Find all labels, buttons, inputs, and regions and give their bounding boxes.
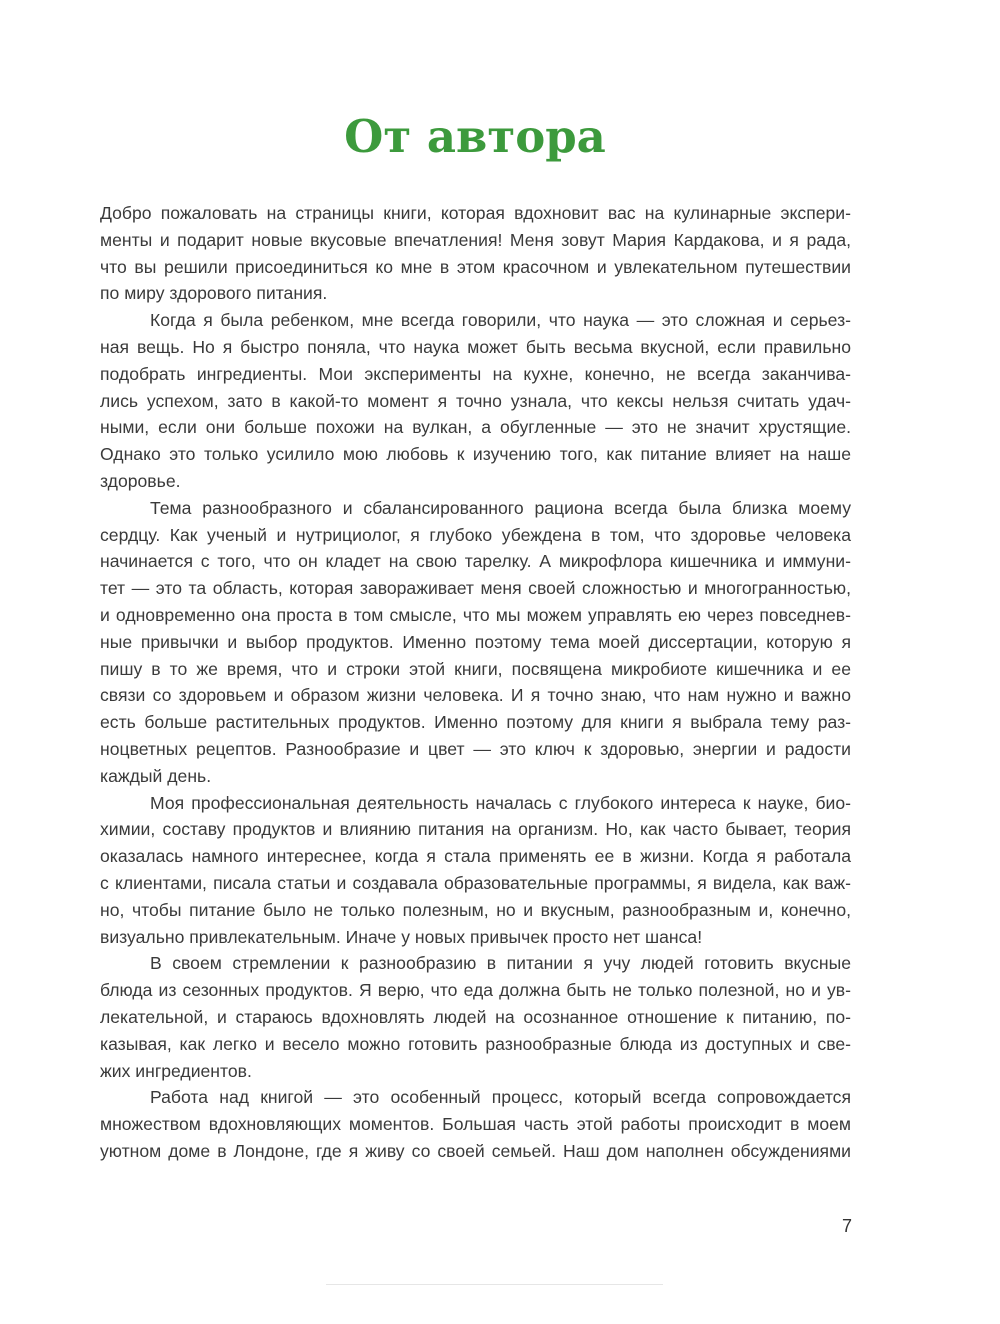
paragraph-3: [100, 495, 851, 790]
text-line: В своем стремлении к разнообразию в питании я учу людей готовить вкусные: [150, 953, 851, 974]
text-line: начинается с того, что он кладет на свою тарелку. А микрофлора кишечника и иммуни-: [100, 551, 851, 572]
text-line: Когда я была ребенком, мне всегда говорили, что наука — это сложная и серьез-: [150, 310, 851, 331]
text-line: менты и подарит новые вкусовые впечатления! Меня зовут Мария Кардакова, и я рада,: [100, 229, 851, 250]
text-line: лекательной, и стараюсь вдохновлять людей на осознанное отношение к питанию, по-: [100, 1006, 851, 1027]
text-line: блюда из сезонных продуктов. Я верю, что еда должна быть не только полезной, но и ув-: [100, 980, 851, 1001]
paragraph-5: [100, 950, 851, 1084]
text-line: множеством вдохновляющих моментов. Большая часть этой работы происходит в моем: [100, 1114, 851, 1135]
text-line: жих ингредиентов.: [100, 1060, 252, 1081]
text-line: связи со здоровьем и образом жизни человека. И я точно знаю, что нам нужно и важно: [100, 685, 851, 706]
text-line: ная вещь. Но я быстро поняла, что наука может быть весьма вкусной, если правильно: [100, 336, 851, 357]
text-line: с клиентами, писала статьи и создавала образовательные программы, я видела, как важ-: [100, 872, 851, 893]
text-line: ными, если они больше похожи на вулкан, а обугленные — это не значит хрустящие.: [100, 417, 851, 438]
page-title: От автора: [344, 110, 606, 163]
text-line: здоровье.: [100, 470, 181, 491]
body-text: [100, 200, 851, 1165]
text-line: тет — это та область, которая завораживает меня своей сложностью и многогранностью,: [100, 578, 851, 599]
paragraph-1: [100, 200, 851, 307]
text-line: по миру здорового питания.: [100, 283, 328, 304]
text-line: Однако это только усилило мою любовь к изучению того, как питание влияет на наше: [100, 444, 851, 465]
text-line: есть больше растительных продуктов. Именно поэтому для книги я выбрала тему раз-: [100, 712, 851, 733]
paragraph-6: [100, 1084, 851, 1164]
page-divider: [326, 1284, 663, 1285]
text-line: сердцу. Как ученый и нутрициолог, я глубоко убеждена в том, что здоровье человека: [100, 524, 851, 545]
text-line: пишу в то же время, что и строки этой книги, посвящена микробиоте кишечника и ее: [100, 658, 851, 679]
text-line: уютном доме в Лондоне, где я живу со своей семьей. Наш дом наполнен обсуждениями: [100, 1140, 851, 1161]
page-number: 7: [841, 1216, 852, 1236]
text-line: Тема разнообразного и сбалансированного рациона всегда была близка моему: [150, 497, 851, 518]
text-line: каждый день.: [100, 765, 212, 786]
text-line: Работа над книгой — это особенный процесс, который всегда сопровождается: [150, 1087, 851, 1108]
text-line: и одновременно она проста в том смысле, что мы можем управлять ею через повседнев-: [100, 604, 851, 625]
text-line: подобрать ингредиенты. Мои эксперименты на кухне, конечно, не всегда заканчива-: [100, 363, 851, 384]
text-line: лись успехом, зато в какой-то момент я точно узнала, что кексы нельзя считать удач-: [100, 390, 851, 411]
text-line: Моя профессиональная деятельность началась с глубокого интереса к науке, био-: [150, 792, 851, 813]
text-line: ные привычки и выбор продуктов. Именно поэтому тема моей диссертации, которую я: [100, 631, 851, 652]
text-line: что вы решили присоединиться ко мне в этом красочном и увлекательном путешествии: [100, 256, 851, 277]
paragraph-4: [100, 790, 851, 951]
text-line: химии, составу продуктов и влиянию питания на организм. Но, как часто бывает, теория: [100, 819, 851, 840]
text-line: Добро пожаловать на страницы книги, которая вдохновит вас на кулинарные экспери-: [100, 203, 851, 223]
text-line: ноцветных рецептов. Разнообразие и цвет — это ключ к здоровью, энергии и радости: [100, 738, 851, 759]
text-line: оказалась намного интереснее, когда я стала применять ее в жизни. Когда я работала: [100, 846, 851, 867]
text-line: казывая, как легко и весело можно готовить разнообразные блюда из доступных и све-: [100, 1033, 851, 1054]
paragraph-2: [100, 307, 851, 495]
text-line: но, чтобы питание было не только полезным, но и вкусным, разнообразным и, конечно,: [100, 899, 851, 920]
text-line: визуально привлекательным. Иначе у новых привычек просто нет шанса!: [100, 926, 703, 947]
